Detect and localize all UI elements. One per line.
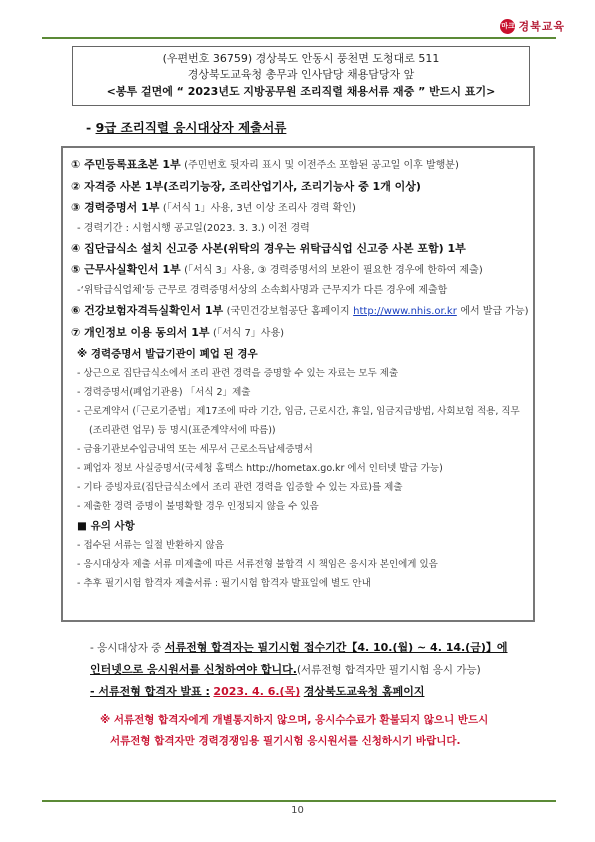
- closed-business-item: - 금융기관보수입금내역 또는 세무서 근로소득납세증명서: [77, 444, 313, 455]
- envelope-address-box: [72, 46, 530, 106]
- doc-item-7: ⑦ 개인정보 이용 동의서 1부 (「서식 7」사용): [71, 326, 285, 339]
- required-documents-box: [61, 146, 535, 622]
- warning-line-1: ※ 서류전형 합격자에게 개별통지하지 않으며, 응시수수료가 환불되지 않으니 반드시: [100, 714, 489, 726]
- warning-notice: [100, 710, 550, 752]
- doc-item-2: ② 자격증 사본 1부(조리기능장, 조리산업기사, 조리기능사 중 1개 이상): [71, 180, 421, 193]
- envelope-instruction: <봉투 겉면에 “ 2023년도 지방공무원 조리직렬 채용서류 재중 ” 반드시 표기>: [106, 85, 496, 98]
- note-line-3: - 서류전형 합격자 발표 : 2023. 4. 6.(목) 경상북도교육청 홈페이지: [90, 685, 425, 698]
- doc-item-6: ⑥ 건강보험자격득실확인서 1부 (국민건강보험공단 홈페이지 http://www.nhis.or.kr 에서 발급 가능): [71, 304, 529, 317]
- doc-item-4: ④ 집단급식소 설치 신고증 사본(위탁의 경우는 위탁급식업 신고증 사본 포함) 1부: [71, 242, 466, 255]
- section-bullet: -: [86, 120, 92, 135]
- notice-heading: ■ 유의 사항: [77, 520, 135, 532]
- closed-business-item: - 경력증명서(폐업기관용) 「서식 2」제출: [77, 387, 251, 398]
- closed-business-item: - 기타 증빙자료(집단급식소에서 조리 관련 경력을 입증할 수 있는 자료)를 제출: [77, 482, 403, 493]
- doc-item-5-sub: -‘위탁급식업체’등 근무로 경력증명서상의 소속회사명과 근무지가 다른 경우에 제출함: [77, 285, 448, 296]
- closed-business-item-cont: (조리관련 업무) 등 명시(표준계약서에 따름)): [89, 425, 276, 436]
- note-line-1: - 응시대상자 중 서류전형 합격자는 필기시험 접수기간【4. 10.(월) ~ 4. 14.(금)】에: [90, 641, 508, 654]
- doc-item-3: ③ 경력증명서 1부 (「서식 1」사용, 3년 이상 조리사 경력 확인): [71, 201, 356, 214]
- envelope-address: (우편번호 36759) 경상북도 안동시 풍천면 도청대로 511: [162, 52, 440, 65]
- top-rule: [42, 37, 556, 39]
- closed-business-heading: ※ 경력증명서 발급기관이 폐업 된 경우: [77, 348, 258, 360]
- page-number: 10: [291, 805, 304, 816]
- section-title-text: 9급 조리직렬 응시대상자 제출서류: [95, 120, 287, 135]
- note-line-2: 인터넷으로 응시원서를 신청하여야 합니다.(서류전형 합격자만 필기시험 응시 가능): [90, 663, 481, 676]
- logo-badge-icon: 마크: [500, 19, 515, 34]
- nhis-link[interactable]: http://www.nhis.or.kr: [353, 306, 457, 317]
- notice-item: - 응시대상자 제출 서류 미제출에 따른 서류전형 불합격 시 책임은 응시자 본인에게 있음: [77, 559, 438, 570]
- doc-item-1: ① 주민등록표초본 1부 (주민번호 뒷자리 표시 및 이전주소 포함된 공고일 이후 발행분): [71, 158, 459, 171]
- doc-item-3-sub: - 경력기간 : 시험시행 공고일(2023. 3. 3.) 이전 경력: [77, 223, 310, 234]
- header-logo: [500, 18, 565, 34]
- envelope-recipient: 경상북도교육청 총무과 인사담당 채용담당자 앞: [187, 68, 415, 81]
- notice-item: - 추후 필기시험 합격자 제출서류 : 필기시험 합격자 발표일에 별도 안내: [77, 578, 371, 589]
- application-notes: [90, 637, 550, 702]
- closed-business-item: - 상근으로 집단급식소에서 조리 관련 경력을 증명할 수 있는 자료는 모두 제출: [77, 368, 399, 379]
- doc-item-5: ⑤ 근무사실확인서 1부 (「서식 3」사용, ③ 경력증명서의 보완이 필요한 경우에 한하여 제출): [71, 263, 483, 276]
- bottom-rule: [42, 800, 556, 802]
- section-title: [86, 118, 286, 136]
- closed-business-item: - 폐업자 정보 사실증명서(국세청 홈택스 http://hometax.go.kr 에서 인터넷 발급 가능): [77, 463, 443, 474]
- warning-line-2: 서류전형 합격자만 경력경쟁임용 필기시험 응시원서를 신청하시기 바랍니다.: [110, 735, 461, 747]
- closed-business-item: - 근로계약서 (「근로기준법」제17조에 따라 기간, 임금, 근로시간, 휴일, 임금지급방법, 사회보험 적용, 직무: [77, 406, 520, 417]
- closed-business-item: - 제출한 경력 증명이 불명확할 경우 인정되지 않을 수 있음: [77, 501, 319, 512]
- announcement-date: 2023. 4. 6.(목): [213, 685, 301, 698]
- logo-text: 경북교육: [518, 20, 565, 33]
- notice-item: - 접수된 서류는 일절 반환하지 않음: [77, 540, 225, 551]
